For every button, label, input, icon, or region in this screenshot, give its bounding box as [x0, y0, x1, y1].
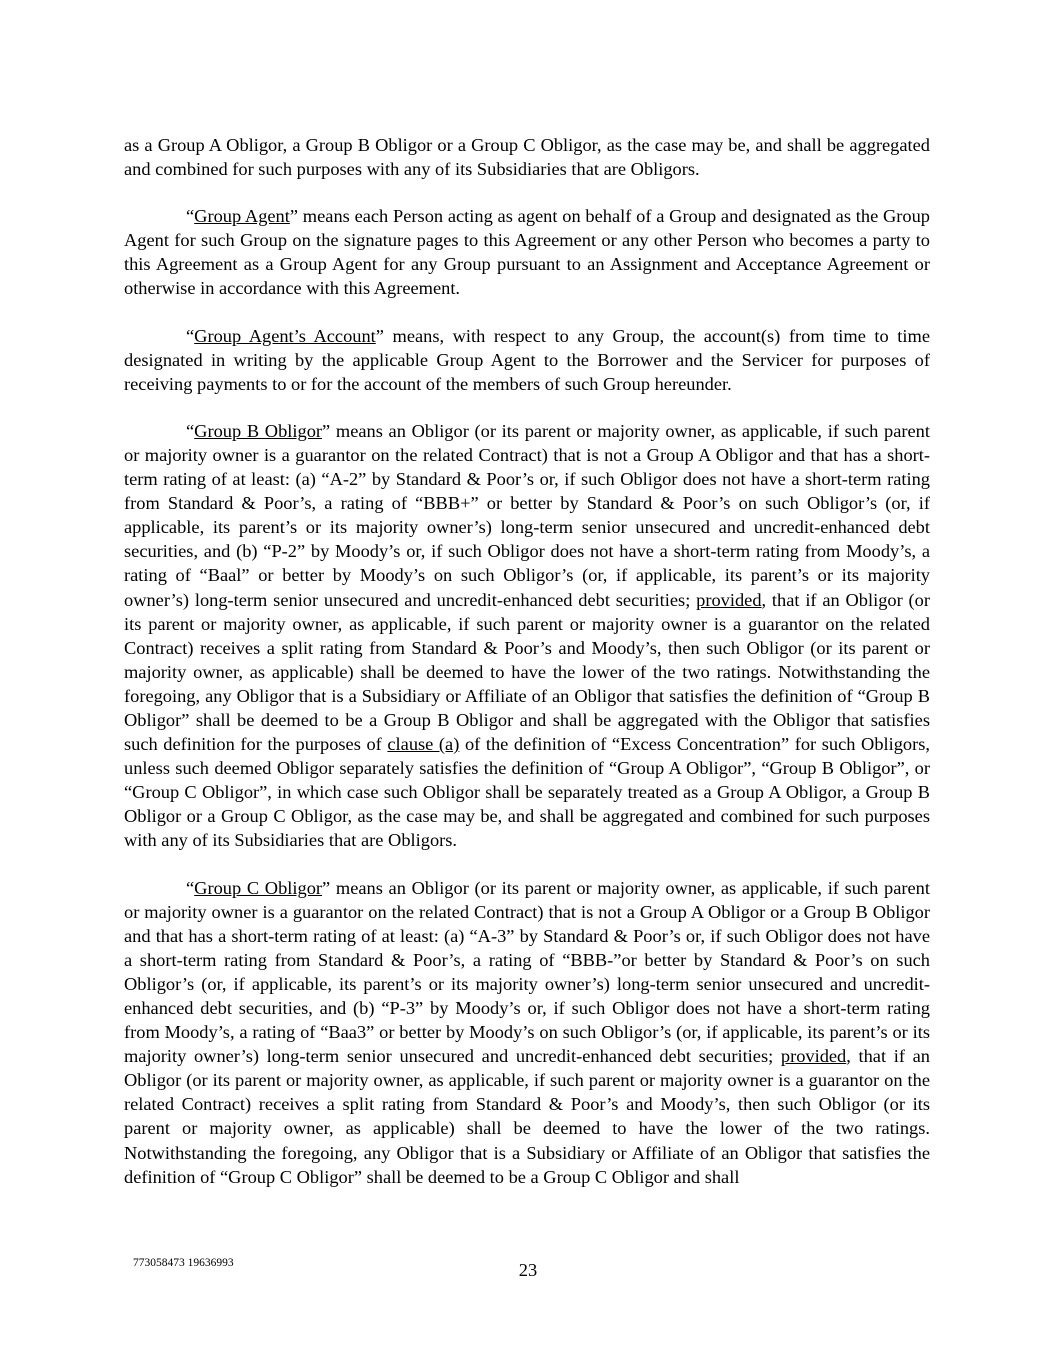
open-quote: “ [186, 877, 195, 898]
page-body [124, 133, 930, 1189]
definition-group-c-obligor [124, 876, 930, 1189]
definition-text: of the definition of “Excess Concentration” for such Obligors, unless such deemed Obligor separately satisfies the definition of “Group A Obligor”, “Group B Obligor”, or “Group C Obligor”, in which case such Obligor shall be separately treated as a Group A Obligor, a Group B Obligor or a Group C Obligor, as the case may be, and shall be aggregated and combined for such purposes with any of its Subsidiaries that are Obligors. [124, 734, 931, 851]
defined-term: Group C Obligor [194, 877, 323, 898]
definition-text: ” means, with respect to any Group, the account(s) from time to time designated in writing by the applicable Group Agent to the Borrower and the Servicer for purposes of receiving payments to or for the account of the members of such Group hereunder. [124, 325, 930, 394]
clause-reference: clause (a) [387, 734, 460, 755]
paragraph-text: as a Group A Obligor, a Group B Obligor or a Group C Obligor, as the case may be, and shall be aggregated and combined for such purposes with any of its Subsidiaries that are Obligors. [124, 135, 930, 180]
definition-group-b-obligor [124, 419, 930, 853]
provided-term: provided [780, 1046, 847, 1067]
definition-text: , that if an Obligor (or its parent or majority owner, as applicable, if such parent or majority owner is a guarantor on the related Contract) receives a split rating from Standard & Poor’s and Moody’s, then such Obligor (or its parent or majority owner, as applicable) shall be deemed to have the lower of the two ratings. Notwithstanding the foregoing, any Obligor that is a Subsidiary or Affiliate of an Obligor that satisfies the definition of “Group B Obligor” shall be deemed to be a Group B Obligor and shall be aggregated with the Obligor that satisfies such definition for the purposes of [124, 589, 930, 755]
definition-text: ” means an Obligor (or its parent or majority owner, as applicable, if such parent or majority owner is a guarantor on the related Contract) that is not a Group A Obligor or a Group B Obligor and that has a short-term rating of at least: (a) “A-3” by Standard & Poor’s or, if such Obligor does not have a short-term rating from Standard & Poor’s, a rating of “BBB-”or better by Standard & Poor’s on such Obligor’s (or, if applicable, its parent’s or its majority owner’s) long-term senior unsecured and uncredit-enhanced debt securities, and (b) “P-3” by Moody’s or, if such Obligor does not have a short-term rating from Moody’s, a rating of “Baa3” or better by Moody’s on such Obligor’s (or, if applicable, its parent’s or its majority owner’s) long-term senior unsecured and uncredit-enhanced debt securities; [124, 877, 930, 1067]
provided-term: provided [696, 589, 762, 610]
open-quote: “ [186, 420, 195, 441]
page-number: 23 [518, 1260, 538, 1280]
definition-group-agent [124, 204, 930, 300]
definition-group-agents-account [124, 324, 930, 396]
defined-term: Group B Obligor [194, 420, 323, 441]
defined-term: Group Agent [194, 206, 290, 227]
definition-text: ” means each Person acting as agent on behalf of a Group and designated as the Group Agent for such Group on the signature pages to this Agreement or any other Person who becomes a party to this Agreement as a Group Agent for any Group pursuant to an Assignment and Acceptance Agreement or otherwise in accordance with this Agreement. [124, 206, 930, 299]
definition-text: ” means an Obligor (or its parent or majority owner, as applicable, if such parent or majority owner is a guarantor on the related Contract) that is not a Group A Obligor and that has a short-term rating of at least: (a) “A-2” by Standard & Poor’s or, if such Obligor does not have a short-term rating from Standard & Poor’s, a rating of “BBB+” or better by Standard & Poor’s on such Obligor’s (or, if applicable, its parent’s or its majority owner’s) long-term senior unsecured and uncredit-enhanced debt securities, and (b) “P-2” by Moody’s or, if such Obligor does not have a short-term rating from Moody’s, a rating of “Baal” or better by Moody’s on such Obligor’s (or, if applicable, its parent’s or its majority owner’s) long-term senior unsecured and uncredit-enhanced debt securities; [124, 420, 930, 610]
open-quote: “ [186, 325, 195, 346]
defined-term: Group Agent’s Account [194, 325, 376, 346]
definition-text: , that if an Obligor (or its parent or majority owner, as applicable, if such parent or majority owner is a guarantor on the related Contract) receives a split rating from Standard & Poor’s and Moody’s, then such Obligor (or its parent or majority owner, as applicable) shall be deemed to have the lower of the two ratings. Notwithstanding the foregoing, any Obligor that is a Subsidiary or Affiliate of an Obligor that satisfies the definition of “Group C Obligor” shall be deemed to be a Group C Obligor and shall [124, 1046, 930, 1187]
open-quote: “ [186, 206, 195, 227]
document-id: 773058473 19636993 [133, 1257, 234, 1269]
paragraph-continuation [124, 133, 930, 181]
